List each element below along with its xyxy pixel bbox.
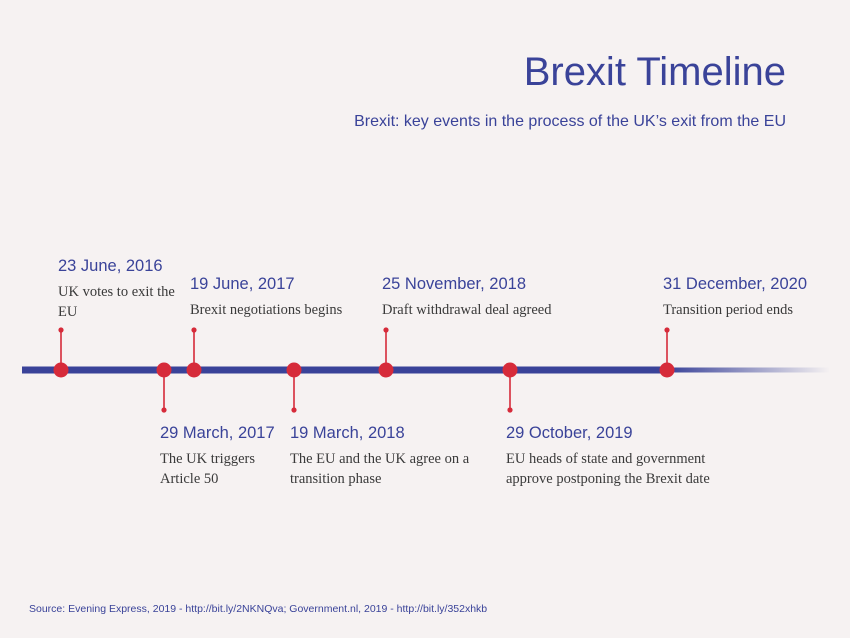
event-stem-dot <box>58 327 63 332</box>
event-description: EU heads of state and government approve postponing the Brexit date <box>506 451 710 487</box>
timeline-event <box>160 424 285 489</box>
event-description: Draft withdrawal deal agreed <box>382 302 552 318</box>
event-date: 23 June, 2016 <box>58 257 163 275</box>
event-description: The UK triggers Article 50 <box>160 451 256 487</box>
timeline-event <box>506 424 746 489</box>
event-description: Brexit negotiations begins <box>190 302 343 318</box>
event-marker <box>287 363 302 378</box>
timeline-event <box>58 257 178 322</box>
event-stem-dot <box>664 327 669 332</box>
event-stem-dot <box>383 327 388 332</box>
timeline-axis <box>22 367 668 374</box>
event-date: 29 March, 2017 <box>160 424 275 442</box>
event-marker <box>187 363 202 378</box>
event-stem-dot <box>161 407 166 412</box>
event-stem-dot <box>191 327 196 332</box>
timeline-event <box>663 275 833 320</box>
event-stem-dot <box>507 407 512 412</box>
event-description: Transition period ends <box>663 302 793 318</box>
event-stem-dot <box>291 407 296 412</box>
event-marker <box>503 363 518 378</box>
event-marker <box>379 363 394 378</box>
event-date: 29 October, 2019 <box>506 424 633 442</box>
source-note: Source: Evening Express, 2019 - http://bit.ly/2NKNQva; Government.nl, 2019 - http://bit.ly/352xhkb <box>29 603 488 615</box>
timeline-axis-fade <box>668 368 830 373</box>
page-title: Brexit Timeline <box>523 50 786 94</box>
timeline-event <box>190 275 380 320</box>
timeline-event <box>290 424 475 489</box>
page-subtitle: Brexit: key events in the process of the UK’s exit from the EU <box>354 113 786 130</box>
event-date: 31 December, 2020 <box>663 275 808 293</box>
event-date: 25 November, 2018 <box>382 275 527 293</box>
event-marker <box>157 363 172 378</box>
event-date: 19 March, 2018 <box>290 424 405 442</box>
event-marker <box>54 363 69 378</box>
event-marker <box>660 363 675 378</box>
timeline-event <box>382 275 602 320</box>
event-date: 19 June, 2017 <box>190 275 295 293</box>
event-description: The EU and the UK agree on a transition phase <box>290 451 470 487</box>
event-description: UK votes to exit the EU <box>58 284 175 320</box>
